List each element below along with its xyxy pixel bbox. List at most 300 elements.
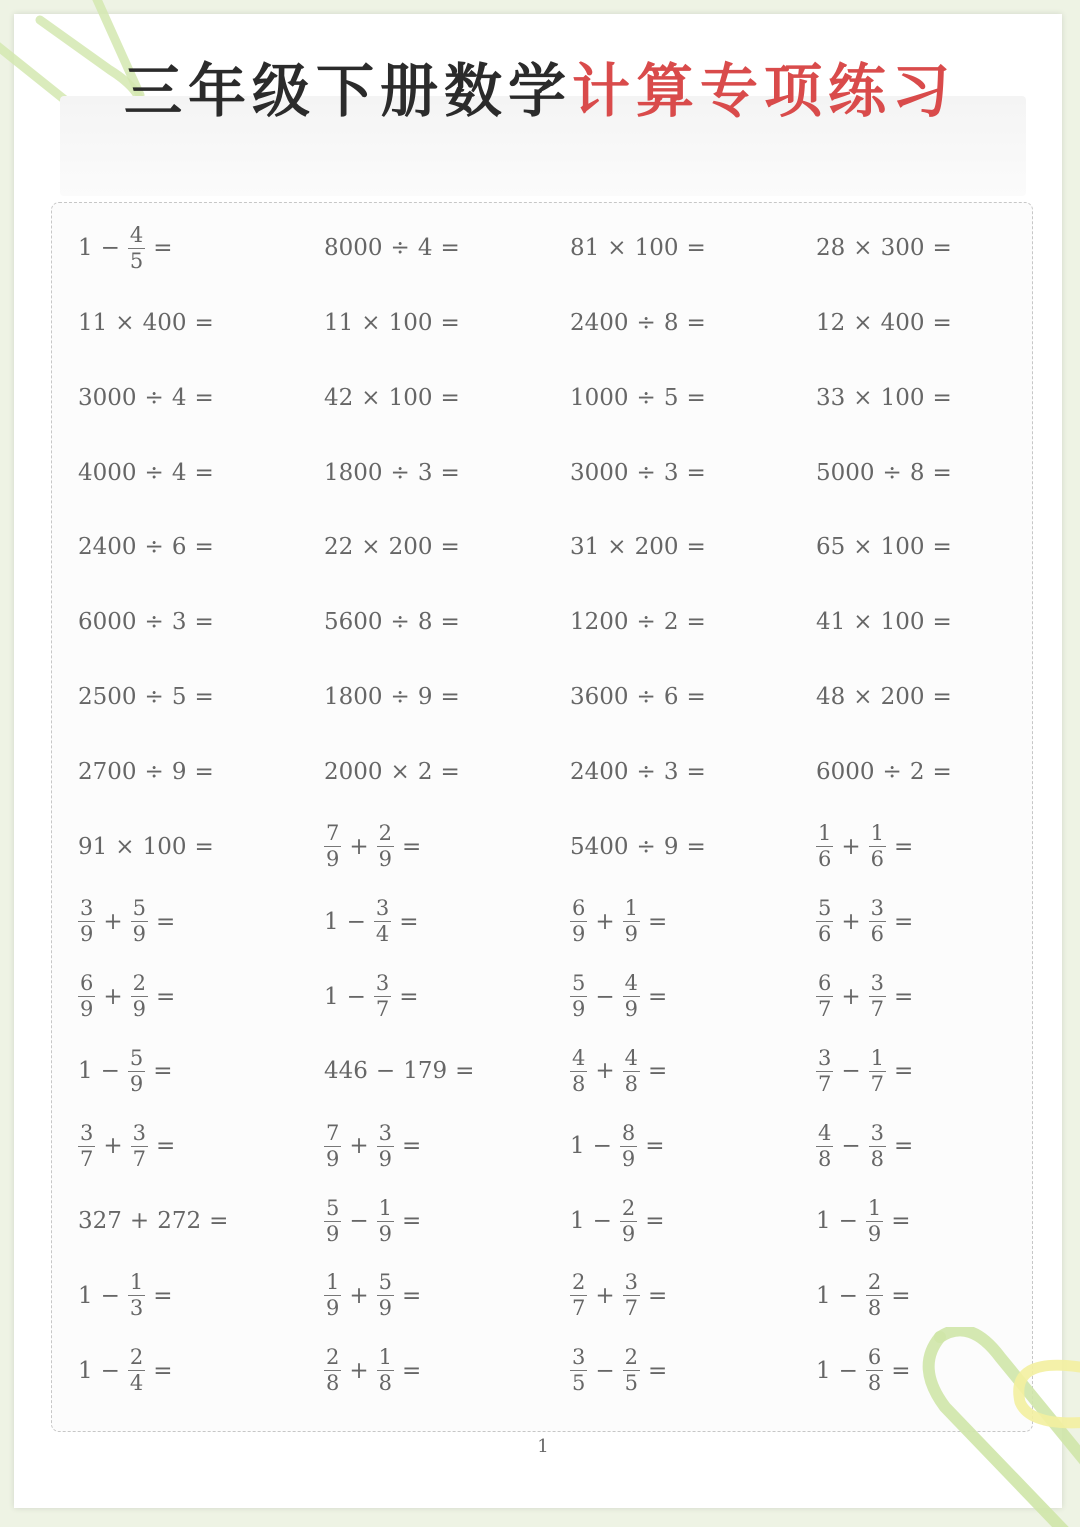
- operator: =: [440, 684, 460, 711]
- fraction-numerator: 5: [129, 1045, 144, 1070]
- problem-cell: [570, 735, 714, 809]
- operator: −: [838, 1282, 858, 1309]
- operator: ×: [853, 609, 873, 636]
- fraction-numerator: 3: [80, 896, 94, 921]
- fraction: [324, 1120, 341, 1171]
- fraction: [816, 898, 833, 945]
- number: 4000: [78, 459, 137, 486]
- number: 8: [417, 609, 433, 636]
- fraction-denominator: 9: [378, 1146, 393, 1171]
- operator: =: [648, 1357, 668, 1384]
- fraction-numerator: 7: [326, 821, 340, 846]
- fraction-numerator: 4: [572, 1045, 586, 1070]
- operator: =: [153, 1058, 173, 1085]
- operator: =: [194, 459, 214, 486]
- operator: −: [592, 1133, 612, 1160]
- number: 3: [663, 459, 679, 486]
- operator: =: [894, 1133, 914, 1160]
- operator: ×: [853, 384, 873, 411]
- operator: ÷: [636, 384, 656, 411]
- problem-cell: [78, 510, 222, 584]
- operator: −: [838, 1208, 858, 1235]
- number: 100: [388, 384, 433, 411]
- number: 5000: [816, 459, 875, 486]
- operator: ×: [115, 309, 135, 336]
- number: 200: [388, 534, 433, 561]
- operator: ÷: [636, 684, 656, 711]
- fraction: [869, 823, 886, 870]
- fraction-numerator: 3: [818, 1045, 832, 1070]
- number: 272: [157, 1208, 202, 1235]
- operator: =: [440, 235, 460, 261]
- fraction: [131, 973, 148, 1020]
- operator: ×: [853, 534, 873, 561]
- fraction-numerator: 2: [621, 1195, 636, 1220]
- operator: +: [103, 908, 123, 935]
- fraction: [570, 898, 587, 945]
- number: 200: [880, 684, 925, 711]
- number: 9: [171, 758, 187, 785]
- operator: +: [349, 1133, 369, 1160]
- problem-cell: [570, 1259, 675, 1333]
- operator: +: [841, 908, 861, 935]
- operator: +: [595, 908, 615, 935]
- operator: =: [194, 609, 214, 636]
- fraction-denominator: 9: [132, 997, 147, 1021]
- fraction-denominator: 8: [378, 1371, 393, 1396]
- problem-cell: [816, 585, 960, 659]
- problem-cell: [324, 885, 427, 959]
- operator: +: [103, 983, 123, 1010]
- fraction-denominator: 7: [818, 997, 832, 1021]
- problem-cell: [324, 211, 468, 285]
- fraction: [869, 973, 886, 1020]
- operator: =: [932, 534, 952, 561]
- operator: =: [932, 309, 952, 336]
- operator: =: [194, 758, 214, 785]
- problem-cell: [324, 1109, 429, 1183]
- problem-cell: [324, 286, 468, 360]
- number: 2700: [78, 758, 137, 785]
- problem-cell: [570, 436, 714, 510]
- fraction: [78, 898, 95, 945]
- number: 42: [324, 384, 354, 411]
- fraction-numerator: 1: [378, 1345, 393, 1370]
- operator: ÷: [882, 459, 902, 486]
- problem-cell: [78, 885, 183, 959]
- number: 8000: [324, 235, 383, 261]
- page-number: 1: [537, 1436, 549, 1457]
- operator: =: [932, 758, 952, 785]
- title-part-accent: 计算专项练习: [572, 57, 957, 125]
- operator: ×: [853, 309, 873, 336]
- fraction: [374, 973, 391, 1020]
- fraction-denominator: 9: [326, 847, 340, 872]
- problem-cell: [324, 510, 468, 584]
- number: 3: [171, 609, 187, 636]
- operator: =: [891, 1208, 911, 1235]
- fraction: [869, 898, 886, 945]
- fraction: [623, 1347, 640, 1394]
- operator: =: [686, 833, 706, 860]
- number: 3: [417, 459, 433, 486]
- fraction-denominator: 8: [572, 1071, 586, 1096]
- number: 1800: [324, 459, 383, 486]
- operator: =: [209, 1208, 229, 1235]
- fraction-denominator: 6: [870, 847, 885, 872]
- operator: −: [375, 1058, 396, 1085]
- operator: −: [346, 908, 366, 935]
- fraction: [324, 1272, 341, 1319]
- fraction-numerator: 1: [867, 1195, 882, 1220]
- number: 9: [417, 684, 433, 711]
- number: 2400: [570, 309, 629, 336]
- operator: ×: [361, 534, 381, 561]
- fraction: [620, 1120, 637, 1171]
- problem-cell: [78, 1034, 181, 1108]
- operator: =: [648, 983, 668, 1010]
- fraction: [620, 1195, 637, 1246]
- number: 446: [324, 1058, 368, 1085]
- number: 327: [78, 1208, 122, 1235]
- fraction: [377, 1347, 394, 1394]
- operator: =: [686, 309, 706, 336]
- fraction-numerator: 3: [375, 971, 390, 995]
- fraction: [816, 973, 833, 1020]
- number: 3600: [570, 684, 629, 711]
- fraction: [570, 1272, 587, 1319]
- number: 100: [880, 384, 925, 411]
- problem-cell: [570, 885, 675, 959]
- number: 2000: [324, 758, 383, 785]
- fraction-numerator: 2: [378, 821, 393, 846]
- fraction-numerator: 2: [326, 1345, 340, 1370]
- problem-cell: [570, 286, 714, 360]
- fraction-numerator: 7: [326, 1120, 340, 1145]
- problem-cell: [816, 211, 960, 285]
- number: 300: [880, 235, 925, 261]
- problem-cell: [324, 436, 468, 510]
- operator: −: [100, 1357, 120, 1384]
- number: 1000: [570, 384, 629, 411]
- operator: =: [194, 684, 214, 711]
- problem-cell: [78, 286, 222, 360]
- problem-cell: [324, 1034, 482, 1108]
- operator: =: [402, 1133, 422, 1160]
- operator: =: [648, 1282, 668, 1309]
- fraction-denominator: 8: [326, 1371, 340, 1396]
- operator: −: [100, 1282, 120, 1309]
- fraction-numerator: 5: [572, 971, 586, 995]
- operator: ×: [361, 309, 381, 336]
- number: 2400: [570, 758, 629, 785]
- number: 65: [816, 534, 846, 561]
- number: 179: [403, 1058, 448, 1085]
- operator: ×: [115, 833, 135, 860]
- problem-cell: [78, 810, 222, 884]
- fraction: [78, 973, 95, 1020]
- problem-cell: [816, 1334, 919, 1408]
- fraction: [377, 1120, 394, 1171]
- operator: ÷: [390, 684, 410, 711]
- number: 100: [880, 609, 925, 636]
- fraction-numerator: 4: [129, 222, 144, 247]
- fraction-numerator: 4: [624, 971, 639, 995]
- problem-cell: [570, 1334, 675, 1408]
- number: 5400: [570, 833, 629, 860]
- fraction-numerator: 3: [375, 896, 390, 921]
- problem-cell: [78, 1109, 183, 1183]
- fraction-denominator: 7: [870, 1071, 885, 1096]
- fraction-denominator: 7: [624, 1296, 639, 1321]
- problem-cell: [570, 1109, 673, 1183]
- number: 1: [816, 1282, 831, 1309]
- number: 2: [663, 609, 679, 636]
- fraction-denominator: 9: [129, 1071, 144, 1096]
- number: 100: [388, 309, 433, 336]
- operator: ÷: [636, 309, 656, 336]
- number: 2: [909, 758, 925, 785]
- number: 31: [570, 534, 600, 561]
- number: 22: [324, 534, 354, 561]
- fraction: [570, 1045, 587, 1096]
- fraction-numerator: 4: [624, 1045, 639, 1070]
- fraction-denominator: 9: [378, 847, 393, 872]
- number: 5: [663, 384, 679, 411]
- operator: ÷: [636, 758, 656, 785]
- fraction-numerator: 3: [132, 1120, 147, 1145]
- number: 4: [171, 384, 187, 411]
- number: 400: [142, 309, 187, 336]
- fraction-numerator: 3: [624, 1270, 639, 1295]
- fraction: [869, 1045, 886, 1096]
- operator: =: [932, 235, 952, 261]
- operator: =: [440, 609, 460, 636]
- operator: ÷: [636, 609, 656, 636]
- fraction-numerator: 1: [326, 1270, 340, 1295]
- operator: =: [648, 908, 668, 935]
- number: 81: [570, 235, 600, 261]
- operator: =: [932, 684, 952, 711]
- operator: =: [402, 1282, 422, 1309]
- problem-cell: [816, 1109, 921, 1183]
- operator: +: [841, 833, 861, 860]
- fraction-numerator: 1: [870, 821, 885, 846]
- number: 6: [663, 684, 679, 711]
- page-title: [0, 48, 1080, 134]
- fraction-denominator: 6: [818, 922, 832, 947]
- fraction-denominator: 8: [818, 1146, 832, 1171]
- problem-cell: [324, 1334, 429, 1408]
- problem-cell: [816, 1034, 921, 1108]
- operator: =: [440, 309, 460, 336]
- problem-cell: [570, 1034, 675, 1108]
- operator: =: [686, 684, 706, 711]
- problem-cell: [570, 660, 714, 734]
- operator: ÷: [390, 459, 410, 486]
- number: 100: [880, 534, 925, 561]
- problem-cell: [570, 810, 714, 884]
- number: 1: [78, 1282, 93, 1309]
- fraction-denominator: 8: [624, 1071, 639, 1096]
- number: 8: [909, 459, 925, 486]
- operator: −: [346, 983, 366, 1010]
- number: 91: [78, 833, 108, 860]
- number: 48: [816, 684, 846, 711]
- operator: =: [153, 1357, 173, 1384]
- problem-cell: [324, 361, 468, 435]
- operator: =: [194, 534, 214, 561]
- operator: ÷: [636, 459, 656, 486]
- fraction-denominator: 9: [572, 922, 586, 947]
- number: 33: [816, 384, 846, 411]
- operator: ÷: [144, 459, 164, 486]
- fraction: [128, 222, 145, 273]
- fraction-denominator: 9: [572, 997, 586, 1021]
- fraction-numerator: 5: [132, 896, 147, 921]
- fraction: [866, 1195, 883, 1246]
- problem-cell: [570, 211, 714, 285]
- number: 4: [171, 459, 187, 486]
- number: 100: [634, 235, 679, 261]
- problem-cell: [78, 1184, 236, 1258]
- number: 28: [816, 235, 846, 261]
- number: 41: [816, 609, 846, 636]
- problem-cell: [570, 361, 714, 435]
- fraction-numerator: 3: [572, 1345, 586, 1370]
- operator: =: [686, 459, 706, 486]
- fraction-denominator: 9: [132, 922, 147, 947]
- operator: =: [194, 309, 214, 336]
- operator: =: [894, 833, 914, 860]
- problem-cell: [324, 1184, 429, 1258]
- operator: ÷: [144, 384, 164, 411]
- operator: =: [645, 1208, 665, 1235]
- operator: =: [686, 609, 706, 636]
- number: 100: [142, 833, 187, 860]
- fraction: [377, 1195, 394, 1246]
- operator: =: [455, 1058, 475, 1085]
- problem-cell: [324, 810, 429, 884]
- problem-cell: [816, 361, 960, 435]
- problem-cell: [324, 1259, 429, 1333]
- fraction-denominator: 5: [624, 1371, 639, 1396]
- fraction-denominator: 4: [375, 922, 390, 947]
- operator: ÷: [144, 758, 164, 785]
- number: 11: [78, 309, 108, 336]
- fraction-denominator: 8: [870, 1146, 885, 1171]
- problem-cell: [324, 585, 468, 659]
- fraction-numerator: 4: [818, 1120, 832, 1145]
- fraction-numerator: 5: [818, 896, 832, 921]
- fraction: [623, 973, 640, 1020]
- operator: =: [894, 1058, 914, 1085]
- operator: −: [349, 1208, 369, 1235]
- problem-cell: [78, 660, 222, 734]
- problem-cell: [816, 810, 921, 884]
- fraction-denominator: 9: [80, 997, 94, 1021]
- fraction-numerator: 3: [870, 896, 885, 921]
- operator: ÷: [390, 609, 410, 636]
- problem-cell: [78, 735, 222, 809]
- number: 1: [324, 983, 339, 1010]
- problem-cell: [816, 436, 960, 510]
- fraction-denominator: 7: [870, 997, 885, 1021]
- operator: +: [349, 1357, 369, 1384]
- fraction-denominator: 7: [132, 1146, 147, 1171]
- operator: −: [100, 235, 120, 261]
- operator: =: [686, 758, 706, 785]
- operator: ÷: [144, 609, 164, 636]
- operator: =: [402, 1208, 422, 1235]
- problem-cell: [78, 361, 222, 435]
- problem-cell: [324, 660, 468, 734]
- fraction: [131, 1120, 148, 1171]
- operator: ×: [390, 758, 410, 785]
- number: 5600: [324, 609, 383, 636]
- number: 1200: [570, 609, 629, 636]
- operator: =: [894, 908, 914, 935]
- number: 4: [417, 235, 433, 261]
- number: 3000: [78, 384, 137, 411]
- fraction: [128, 1272, 145, 1319]
- fraction-denominator: 9: [326, 1146, 340, 1171]
- operator: =: [440, 758, 460, 785]
- operator: ÷: [144, 684, 164, 711]
- operator: =: [156, 908, 176, 935]
- fraction-denominator: 7: [375, 997, 390, 1021]
- fraction-denominator: 9: [378, 1221, 393, 1246]
- problem-cell: [324, 735, 468, 809]
- number: 1: [78, 235, 93, 261]
- fraction-denominator: 9: [624, 922, 639, 947]
- fraction: [128, 1347, 145, 1394]
- problem-cell: [324, 960, 427, 1034]
- fraction: [866, 1272, 883, 1319]
- operator: −: [841, 1133, 861, 1160]
- problem-cell: [78, 211, 181, 285]
- operator: =: [153, 1282, 173, 1309]
- operator: =: [399, 908, 419, 935]
- operator: −: [595, 983, 615, 1010]
- fraction-denominator: 9: [378, 1296, 393, 1321]
- operator: =: [891, 1282, 911, 1309]
- fraction: [570, 973, 587, 1020]
- problem-cell: [570, 1184, 673, 1258]
- fraction: [131, 898, 148, 945]
- operator: =: [156, 983, 176, 1010]
- number: 5: [171, 684, 187, 711]
- fraction-denominator: 6: [818, 847, 832, 872]
- fraction-denominator: 9: [621, 1146, 636, 1171]
- fraction: [128, 1045, 145, 1096]
- fraction-numerator: 3: [870, 971, 885, 995]
- fraction: [623, 1272, 640, 1319]
- problem-cell: [78, 960, 183, 1034]
- number: 1: [324, 908, 339, 935]
- operator: =: [399, 983, 419, 1010]
- operator: =: [932, 609, 952, 636]
- fraction-numerator: 1: [129, 1270, 144, 1295]
- fraction: [78, 1120, 95, 1171]
- fraction-denominator: 9: [624, 997, 639, 1021]
- operator: −: [838, 1357, 858, 1384]
- operator: ×: [853, 235, 873, 261]
- fraction-numerator: 6: [80, 971, 94, 995]
- number: 11: [324, 309, 354, 336]
- fraction: [324, 823, 341, 870]
- problem-cell: [570, 510, 714, 584]
